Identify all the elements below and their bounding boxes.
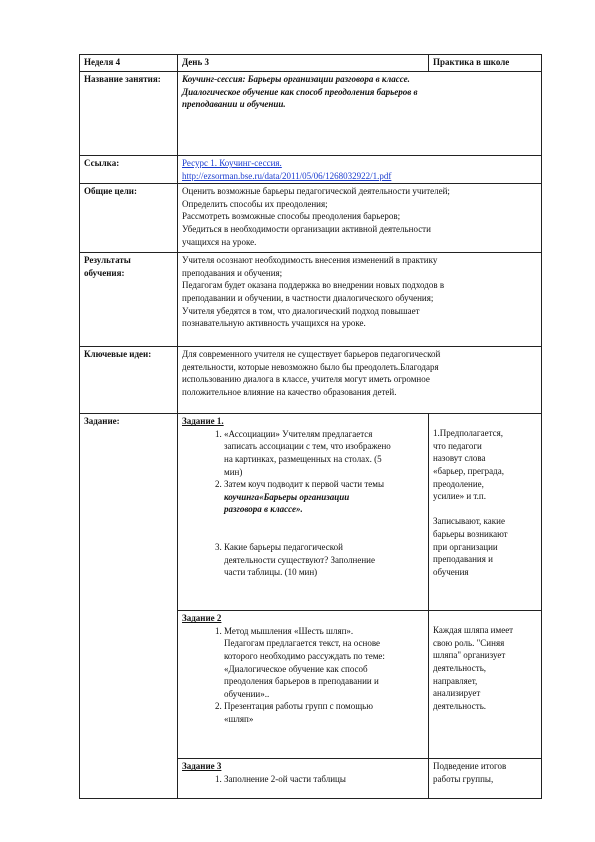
task1-row: [80, 414, 542, 611]
resource-link[interactable]: Ресурс 1. Коучинг-сессия.: [182, 158, 282, 168]
task3-item-1: 1. Заполнение 2-ой части таблицы: [224, 773, 424, 786]
key-ideas-row: [80, 347, 542, 414]
topic-label: Название занятия:: [80, 72, 178, 156]
key-ideas-text: Для современного учителя не существует барьеров педагогической деятельности, которые невозможно было бы преодолеть.Благодаря использованию диалога в классе, учителя могут иметь огромное положительное влияние на качество образования детей.: [178, 347, 542, 414]
task2-note: Каждая шляпа имеет свою роль. "Синяя шляпа" организует деятельность, направляет, анализирует деятельность.: [429, 611, 542, 759]
task1-item-1: 1. «Ассоциации» Учителям предлагается записать ассоциации с тем, что изображено на картинках, размещенных на столах. (5 мин): [224, 428, 424, 478]
task1-list: [182, 428, 424, 579]
task1-title: Задание 1.: [182, 416, 224, 427]
task1-content: [178, 414, 429, 611]
task2-content: [178, 611, 429, 759]
header-row: [80, 55, 542, 72]
section-cell: Практика в школе: [429, 55, 542, 72]
task3-note: Подведение итогов работы группы,: [429, 759, 542, 799]
link-label: Ссылка:: [80, 156, 178, 184]
task2-title: Задание 2: [182, 613, 222, 624]
task1-note: 1.Предполагается, что педагоги назовут слова «барьер, преграда, преодоление, усилие» и т.п. Записывают, какие барьеры возникают при организации преподавания и обучения: [429, 414, 542, 611]
task1-item-3: 3. Какие барьеры педагогической деятельности существуют? Заполнение части таблицы. (10 мин): [224, 541, 424, 579]
task1-item-2: 2. Затем коуч подводит к первой части темы коучинга«Барьеры организации разговора в классе».: [224, 478, 424, 541]
task2-item-1: 1. Метод мышления «Шесть шляп». Педагогам предлагается текст, на основе которого необходимо рассуждать по теме: «Диалогическое обучение как способ преодоления барьеров в преподавании и обучении»..: [224, 625, 424, 701]
topic-text: Коучинг-сессия: Барьеры организации разговора в классе. Диалогическое обучение как способ преодоления барьеров в преподавании и обучении.: [178, 72, 542, 156]
topic-row: [80, 72, 542, 156]
lesson-plan-table: [79, 54, 542, 799]
results-label: Результаты обучения:: [80, 253, 178, 347]
resource-url-link[interactable]: http://ezsorman.bse.ru/data/2011/05/06/1268032922/1.pdf: [182, 170, 392, 181]
task3-content: [178, 759, 429, 799]
day-cell: День 3: [178, 55, 429, 72]
task2-list: [182, 625, 424, 726]
link-cell: [178, 156, 542, 184]
results-row: [80, 253, 542, 347]
task3-list: [182, 773, 424, 786]
task2-item-2: 2. Презентация работы групп с помощью «шляп»: [224, 700, 424, 725]
link-row: [80, 156, 542, 184]
results-text: Учителя осознают необходимость внесения изменений в практику преподавания и обучения; Педагогам будет оказана поддержка во внедрении новых подходов в преподавании и обучении, в частности диалогического обучения; Учителя убедятся в том, что диалогический подход повышает познавательную активность учащихся на уроке.: [178, 253, 542, 347]
task3-title: Задание 3: [182, 761, 222, 772]
tasks-label: Задание:: [80, 414, 178, 799]
goals-row: [80, 184, 542, 253]
week-cell: Неделя 4: [80, 55, 178, 72]
goals-text: Оценить возможные барьеры педагогической деятельности учителей; Определить способы их преодоления; Рассмотреть возможные способы преодоления барьеров; Убедиться в необходимости организации активной деятельности учащихся на уроке.: [178, 184, 542, 253]
key-ideas-label: Ключевые идеи:: [80, 347, 178, 414]
goals-label: Общие цели:: [80, 184, 178, 253]
